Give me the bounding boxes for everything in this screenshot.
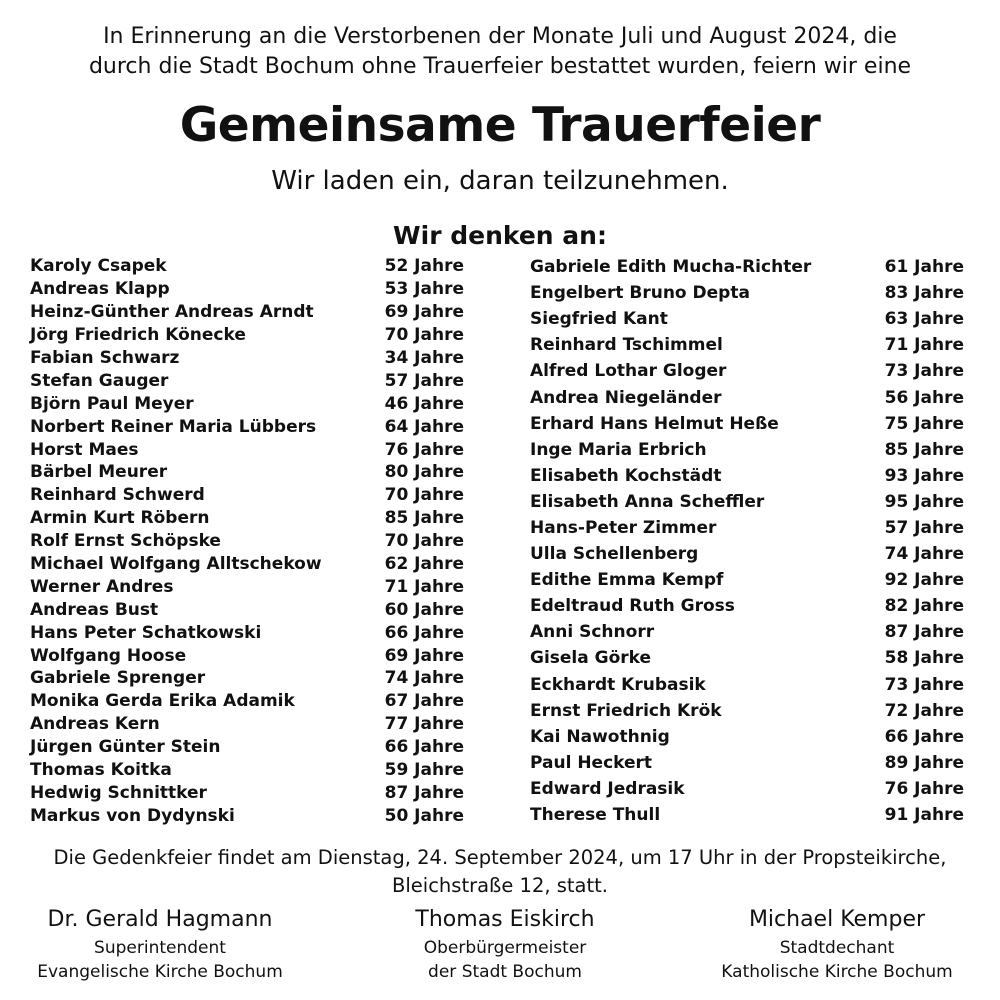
deceased-age: 57 Jahre <box>384 370 464 391</box>
deceased-name: Edeltraud Ruth Gross <box>530 596 735 617</box>
deceased-age: 58 Jahre <box>884 648 964 669</box>
deceased-age: 76 Jahre <box>384 439 464 460</box>
list-item <box>30 644 464 667</box>
list-item <box>30 804 464 827</box>
deceased-name: Eckhardt Krubasik <box>530 674 706 695</box>
deceased-name: Edithe Emma Kempf <box>530 570 724 591</box>
deceased-name: Michael Wolfgang Alltschekow <box>30 554 322 575</box>
deceased-name: Engelbert Bruno Depta <box>530 283 750 304</box>
list-item <box>530 802 964 828</box>
list-item <box>530 750 964 776</box>
list-item <box>30 598 464 621</box>
deceased-age: 46 Jahre <box>384 393 464 414</box>
deceased-name: Markus von Dydynski <box>30 805 235 826</box>
deceased-age: 83 Jahre <box>884 283 964 304</box>
signatory-org: der Stadt Bochum <box>428 962 582 982</box>
deceased-name: Reinhard Schwerd <box>30 485 205 506</box>
list-item <box>530 515 964 541</box>
deceased-age: 70 Jahre <box>384 531 464 552</box>
signatory-2 <box>340 904 670 984</box>
list-item <box>530 332 964 358</box>
deceased-age: 53 Jahre <box>384 279 464 300</box>
deceased-age: 69 Jahre <box>384 645 464 666</box>
list-item <box>30 690 464 713</box>
signatory-role: Oberbürgermeister <box>423 938 587 958</box>
deceased-name: Reinhard Tschimmel <box>530 335 723 356</box>
list-item <box>530 776 964 802</box>
deceased-name: Jörg Friedrich Könecke <box>30 325 246 346</box>
deceased-name: Andreas Klapp <box>30 279 170 300</box>
list-item <box>530 463 964 489</box>
deceased-age: 34 Jahre <box>384 348 464 368</box>
deceased-name: Andreas Bust <box>30 599 159 620</box>
deceased-name: Elisabeth Anna Scheffler <box>530 491 765 512</box>
deceased-age: 50 Jahre <box>384 805 464 826</box>
deceased-age: 92 Jahre <box>884 570 964 591</box>
deceased-list-right <box>530 254 964 828</box>
list-item <box>530 489 964 515</box>
deceased-name: Edward Jedrasik <box>530 778 685 799</box>
deceased-name: Norbert Reiner Maria Lübbers <box>30 416 317 437</box>
deceased-age: 77 Jahre <box>384 714 464 735</box>
list-item <box>30 781 464 804</box>
deceased-age: 85 Jahre <box>884 439 964 460</box>
deceased-name: Therese Thull <box>530 805 661 826</box>
deceased-age: 74 Jahre <box>384 668 464 689</box>
page-title: Gemeinsame Trauerfeier <box>179 98 821 153</box>
deceased-name: Kai Nawothnig <box>530 726 670 747</box>
deceased-name: Hans-Peter Zimmer <box>530 517 717 538</box>
list-item <box>30 461 464 484</box>
list-item <box>530 724 964 750</box>
deceased-name: Monika Gerda Erika Adamik <box>30 691 295 712</box>
deceased-name: Ulla Schellenberg <box>530 544 699 565</box>
signatory-role: Superintendent <box>94 938 226 958</box>
deceased-age: 56 Jahre <box>884 387 964 408</box>
deceased-name: Björn Paul Meyer <box>30 393 194 414</box>
deceased-age: 73 Jahre <box>884 674 964 695</box>
deceased-name: Werner Andres <box>30 576 174 597</box>
list-item <box>530 619 964 645</box>
deceased-age: 52 Jahre <box>384 256 464 277</box>
list-item <box>30 347 464 370</box>
list-item <box>30 507 464 530</box>
deceased-name: Elisabeth Kochstädt <box>530 465 722 486</box>
deceased-name: Bärbel Meurer <box>30 462 168 483</box>
deceased-age: 89 Jahre <box>884 752 964 773</box>
signatory-org: Evangelische Kirche Bochum <box>37 962 283 982</box>
deceased-age: 85 Jahre <box>384 508 464 529</box>
list-item <box>30 415 464 438</box>
deceased-name: Gisela Görke <box>530 648 652 669</box>
deceased-age: 70 Jahre <box>384 485 464 506</box>
deceased-age: 66 Jahre <box>384 622 464 643</box>
list-item <box>30 392 464 415</box>
deceased-name: Horst Maes <box>30 439 139 460</box>
list-heading: Wir denken an: <box>393 221 607 250</box>
list-item <box>530 254 964 280</box>
deceased-name: Andreas Kern <box>30 714 160 735</box>
deceased-name: Karoly Csapek <box>30 256 167 277</box>
list-item <box>530 411 964 437</box>
deceased-name: Hans Peter Schatkowski <box>30 622 262 643</box>
deceased-age: 67 Jahre <box>384 691 464 712</box>
deceased-age: 71 Jahre <box>884 335 964 356</box>
deceased-name: Rolf Ernst Schöpske <box>30 531 221 552</box>
list-item <box>30 621 464 644</box>
list-item <box>530 698 964 724</box>
deceased-list-left <box>30 255 464 827</box>
list-item <box>30 484 464 507</box>
list-item <box>530 567 964 593</box>
list-item <box>30 713 464 736</box>
deceased-age: 75 Jahre <box>884 413 964 434</box>
deceased-age: 60 Jahre <box>384 599 464 620</box>
deceased-name: Anni Schnorr <box>530 622 655 643</box>
deceased-age: 62 Jahre <box>384 554 464 575</box>
list-item <box>30 667 464 690</box>
intro-text <box>0 22 1000 82</box>
signatory-role: Stadtdechant <box>779 938 895 958</box>
list-item <box>530 280 964 306</box>
list-item <box>30 301 464 324</box>
list-item <box>30 369 464 392</box>
deceased-age: 66 Jahre <box>884 726 964 747</box>
deceased-name: Alfred Lothar Gloger <box>530 361 727 382</box>
deceased-age: 80 Jahre <box>384 462 464 483</box>
deceased-age: 74 Jahre <box>884 544 964 565</box>
deceased-age: 91 Jahre <box>884 805 964 826</box>
deceased-age: 57 Jahre <box>884 517 964 538</box>
list-item <box>30 278 464 301</box>
deceased-name: Fabian Schwarz <box>30 348 180 368</box>
deceased-name: Erhard Hans Helmut Heße <box>530 413 779 434</box>
list-item <box>530 358 964 384</box>
deceased-age: 61 Jahre <box>884 257 964 278</box>
intro-line-1: In Erinnerung an die Verstorbenen der Monate Juli und August 2024, die <box>103 24 897 49</box>
deceased-age: 87 Jahre <box>884 622 964 643</box>
list-item <box>30 736 464 759</box>
deceased-name: Wolfgang Hoose <box>30 645 187 666</box>
list-item <box>30 324 464 347</box>
list-item <box>530 645 964 671</box>
deceased-name: Paul Heckert <box>530 752 653 773</box>
signatory-name: Thomas Eiskirch <box>415 907 595 932</box>
deceased-age: 70 Jahre <box>384 325 464 346</box>
deceased-age: 63 Jahre <box>884 309 964 330</box>
intro-line-2: durch die Stadt Bochum ohne Trauerfeier bestattet wurden, feiern wir eine <box>88 54 912 79</box>
signatory-3 <box>672 904 1000 984</box>
deceased-age: 76 Jahre <box>884 778 964 799</box>
deceased-name: Siegfried Kant <box>530 309 668 330</box>
ceremony-line-1: Die Gedenkfeier findet am Dienstag, 24. September 2024, um 17 Uhr in der Propsteikirche, <box>53 846 947 869</box>
signatory-1 <box>0 904 325 984</box>
list-item <box>30 759 464 782</box>
deceased-name: Andrea Niegeländer <box>530 387 722 408</box>
deceased-name: Gabriele Sprenger <box>30 668 206 689</box>
deceased-age: 64 Jahre <box>384 416 464 437</box>
deceased-age: 72 Jahre <box>884 700 964 721</box>
deceased-age: 59 Jahre <box>384 760 464 781</box>
deceased-name: Armin Kurt Röbern <box>30 508 210 529</box>
list-item <box>530 672 964 698</box>
list-item <box>530 541 964 567</box>
signatory-name: Dr. Gerald Hagmann <box>47 907 273 932</box>
deceased-name: Stefan Gauger <box>30 370 169 391</box>
signatory-name: Michael Kemper <box>748 907 926 932</box>
list-item <box>530 437 964 463</box>
deceased-age: 73 Jahre <box>884 361 964 382</box>
list-item <box>530 593 964 619</box>
deceased-name: Ernst Friedrich Krök <box>530 700 722 721</box>
deceased-name: Inge Maria Erbrich <box>530 439 707 460</box>
list-item <box>30 553 464 576</box>
deceased-age: 66 Jahre <box>384 737 464 758</box>
deceased-age: 82 Jahre <box>884 596 964 617</box>
ceremony-line-2: Bleichstraße 12, statt. <box>392 874 608 897</box>
deceased-name: Jürgen Günter Stein <box>30 737 221 758</box>
ceremony-details <box>0 844 1000 900</box>
page-subtitle: Wir laden ein, daran teilzunehmen. <box>271 166 729 196</box>
list-item <box>30 255 464 278</box>
list-item <box>30 530 464 553</box>
deceased-age: 69 Jahre <box>384 302 464 323</box>
deceased-name: Gabriele Edith Mucha-Richter <box>530 257 812 278</box>
deceased-age: 93 Jahre <box>884 465 964 486</box>
list-item <box>530 384 964 410</box>
deceased-age: 95 Jahre <box>884 491 964 512</box>
deceased-age: 87 Jahre <box>384 782 464 803</box>
deceased-name: Hedwig Schnittker <box>30 782 207 803</box>
signatory-org: Katholische Kirche Bochum <box>721 962 953 982</box>
deceased-name: Heinz-Günther Andreas Arndt <box>30 302 314 323</box>
list-item <box>30 438 464 461</box>
deceased-age: 71 Jahre <box>384 576 464 597</box>
list-item <box>30 575 464 598</box>
deceased-name: Thomas Koitka <box>30 760 172 781</box>
list-item <box>530 306 964 332</box>
